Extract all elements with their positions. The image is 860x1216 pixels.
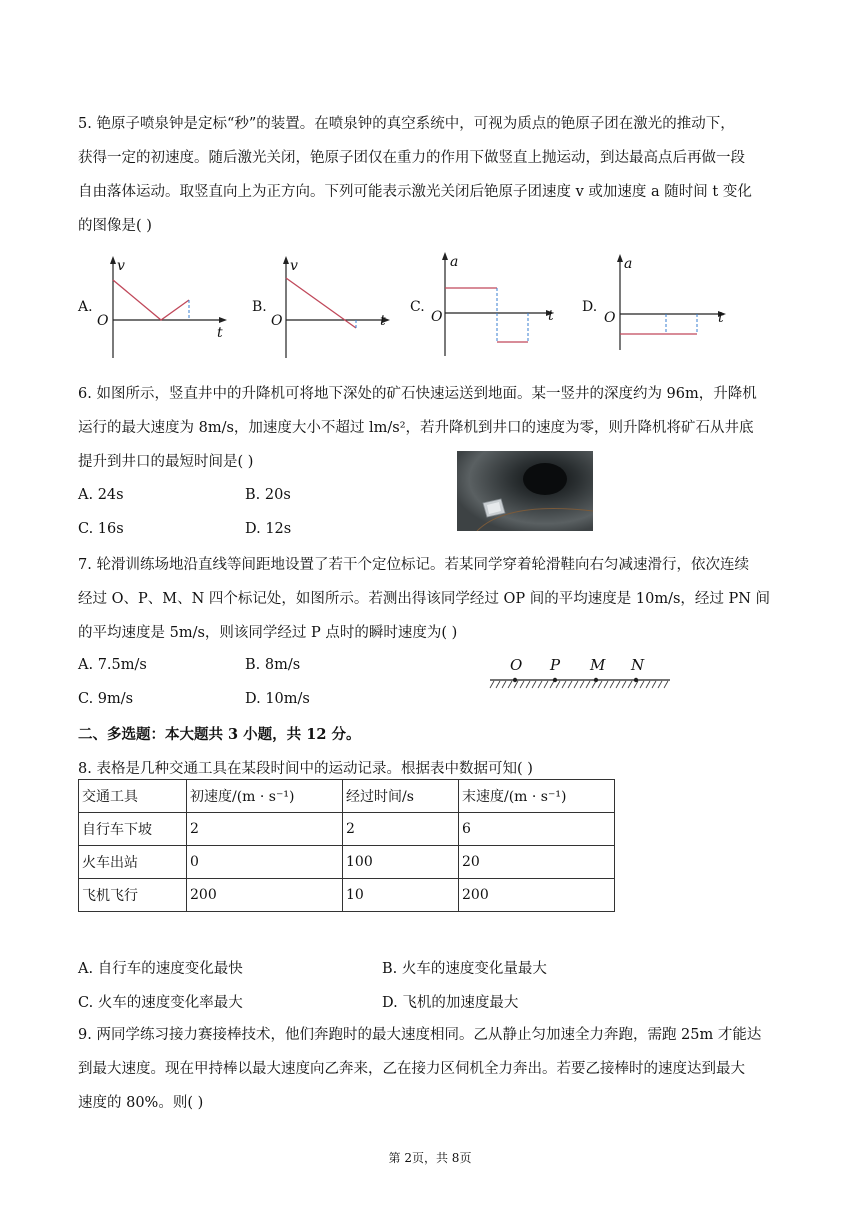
table-header-cell: 末速度/(m · s⁻¹) xyxy=(459,780,615,813)
q6-line-1: 6. 如图所示，竖直井中的升降机可将地下深处的矿石快速运送到地面。某一竖井的深度约为 96m，升降机 xyxy=(78,386,757,402)
q5-line-1: 5. 铯原子喷泉钟是定标“秒”的装置。在喷泉钟的真空系统中，可视为质点的铯原子团在激光的推动下， xyxy=(78,116,735,132)
q9-line-1: 9. 两同学练习接力赛接棒技术，他们奔跑时的最大速度相同。乙从静止匀加速全力奔跑，需跑 25m 才能达 xyxy=(78,1027,762,1043)
table-cell: 0 xyxy=(187,846,343,879)
q6-option-a: A. 24s xyxy=(78,487,124,503)
q8-stem: 8. 表格是几种交通工具在某段时间中的运动记录。根据表中数据可知( ) xyxy=(78,761,533,777)
vehicle-motion-table xyxy=(78,779,615,912)
graph-b-x-label: t xyxy=(380,313,386,329)
graph-c-y-label: a xyxy=(450,254,459,270)
q8-option-c: C. 火车的速度变化率最大 xyxy=(78,995,243,1011)
section-2-heading: 二、多选题：本大题共 3 小题，共 12 分。 xyxy=(78,726,361,743)
graph-a xyxy=(95,250,235,360)
table-header-cell: 初速度/(m · s⁻¹) xyxy=(187,780,343,813)
q7-option-b: B. 8m/s xyxy=(245,657,301,673)
q7-option-a: A. 7.5m/s xyxy=(78,657,147,673)
q6-line-2: 运行的最大速度为 8m/s，加速度大小不超过 lm/s²，若升降机到井口的速度为零，则升降机将矿石从井底 xyxy=(78,420,754,436)
q5-option-b-label: B. xyxy=(252,299,267,315)
table-row xyxy=(79,879,615,912)
table-cell: 6 xyxy=(459,813,615,846)
q5-option-c-label: C. xyxy=(410,299,425,315)
graph-d-origin: O xyxy=(604,310,616,326)
q7-line-2: 经过 O、P、M、N 四个标记处，如图所示。若测出得该同学经过 OP 间的平均速度是 10m/s，经过 PN 间 xyxy=(78,591,771,607)
table-row xyxy=(79,813,615,846)
q6-option-c: C. 16s xyxy=(78,521,124,537)
q7-option-c: C. 9m/s xyxy=(78,691,134,707)
table-cell: 自行车下坡 xyxy=(79,813,187,846)
table-cell: 200 xyxy=(459,879,615,912)
graph-b xyxy=(268,250,398,360)
q5-option-d-label: D. xyxy=(582,299,598,315)
table-cell: 火车出站 xyxy=(79,846,187,879)
page-footer: 第 2页，共 8页 xyxy=(388,1151,472,1165)
q7-line-1: 7. 轮滑训练场地沿直线等间距地设置了若干个定位标记。若某同学穿着轮滑鞋向右匀减速滑行，依次连续 xyxy=(78,557,749,573)
graph-d-y-label: a xyxy=(624,256,633,272)
q5-line-2: 获得一定的初速度。随后激光关闭，铯原子团仅在重力的作用下做竖直上抛运动，到达最高点后再做一段 xyxy=(78,150,745,166)
table-row xyxy=(79,846,615,879)
graph-b-origin: O xyxy=(271,313,283,329)
marker-n-label: N xyxy=(631,656,645,674)
q5-option-a-label: A. xyxy=(78,299,93,315)
marker-m-label: M xyxy=(590,656,606,674)
table-cell: 100 xyxy=(343,846,459,879)
q8-option-d: D. 飞机的加速度最大 xyxy=(382,995,519,1011)
q8-option-a: A. 自行车的速度变化最快 xyxy=(78,961,243,977)
table-cell: 2 xyxy=(343,813,459,846)
table-header-row xyxy=(79,780,615,813)
marker-o-label: O xyxy=(510,656,523,674)
q6-line-3: 提升到井口的最短时间是( ) xyxy=(78,454,254,470)
q7-option-d: D. 10m/s xyxy=(245,691,310,707)
q8-option-b: B. 火车的速度变化量最大 xyxy=(382,961,547,977)
graph-a-y-label: v xyxy=(117,258,125,274)
q7-line-3: 的平均速度是 5m/s，则该同学经过 P 点时的瞬时速度为( ) xyxy=(78,625,458,641)
graph-a-x-label: t xyxy=(217,325,223,341)
table-cell: 200 xyxy=(187,879,343,912)
q6-option-d: D. 12s xyxy=(245,521,292,537)
graph-c-origin: O xyxy=(431,309,443,325)
graph-d xyxy=(600,250,735,355)
table-cell: 2 xyxy=(187,813,343,846)
q9-line-2: 到最大速度。现在甲持棒以最大速度向乙奔来，乙在接力区伺机全力奔出。若要乙接棒时的速度达到最大 xyxy=(78,1061,745,1077)
skating-track-diagram xyxy=(488,652,673,694)
graph-a-origin: O xyxy=(97,313,109,329)
table-cell: 20 xyxy=(459,846,615,879)
q9-line-3: 速度的 80%。则( ) xyxy=(78,1095,204,1111)
table-header-cell: 交通工具 xyxy=(79,780,187,813)
table-cell: 飞机飞行 xyxy=(79,879,187,912)
marker-p-label: P xyxy=(550,656,561,674)
table-cell: 10 xyxy=(343,879,459,912)
graph-d-x-label: t xyxy=(718,310,724,326)
mine-shaft-photo xyxy=(457,451,593,531)
graph-b-y-label: v xyxy=(290,258,298,274)
q5-line-4: 的图像是( ) xyxy=(78,218,152,234)
graph-c xyxy=(428,250,563,360)
table-header-cell: 经过时间/s xyxy=(343,780,459,813)
q5-line-3: 自由落体运动。取竖直向上为正方向。下列可能表示激光关闭后铯原子团速度 v 或加速度 a 随时间 t 变化 xyxy=(78,184,752,200)
graph-c-x-label: t xyxy=(548,308,554,324)
q6-option-b: B. 20s xyxy=(245,487,291,503)
